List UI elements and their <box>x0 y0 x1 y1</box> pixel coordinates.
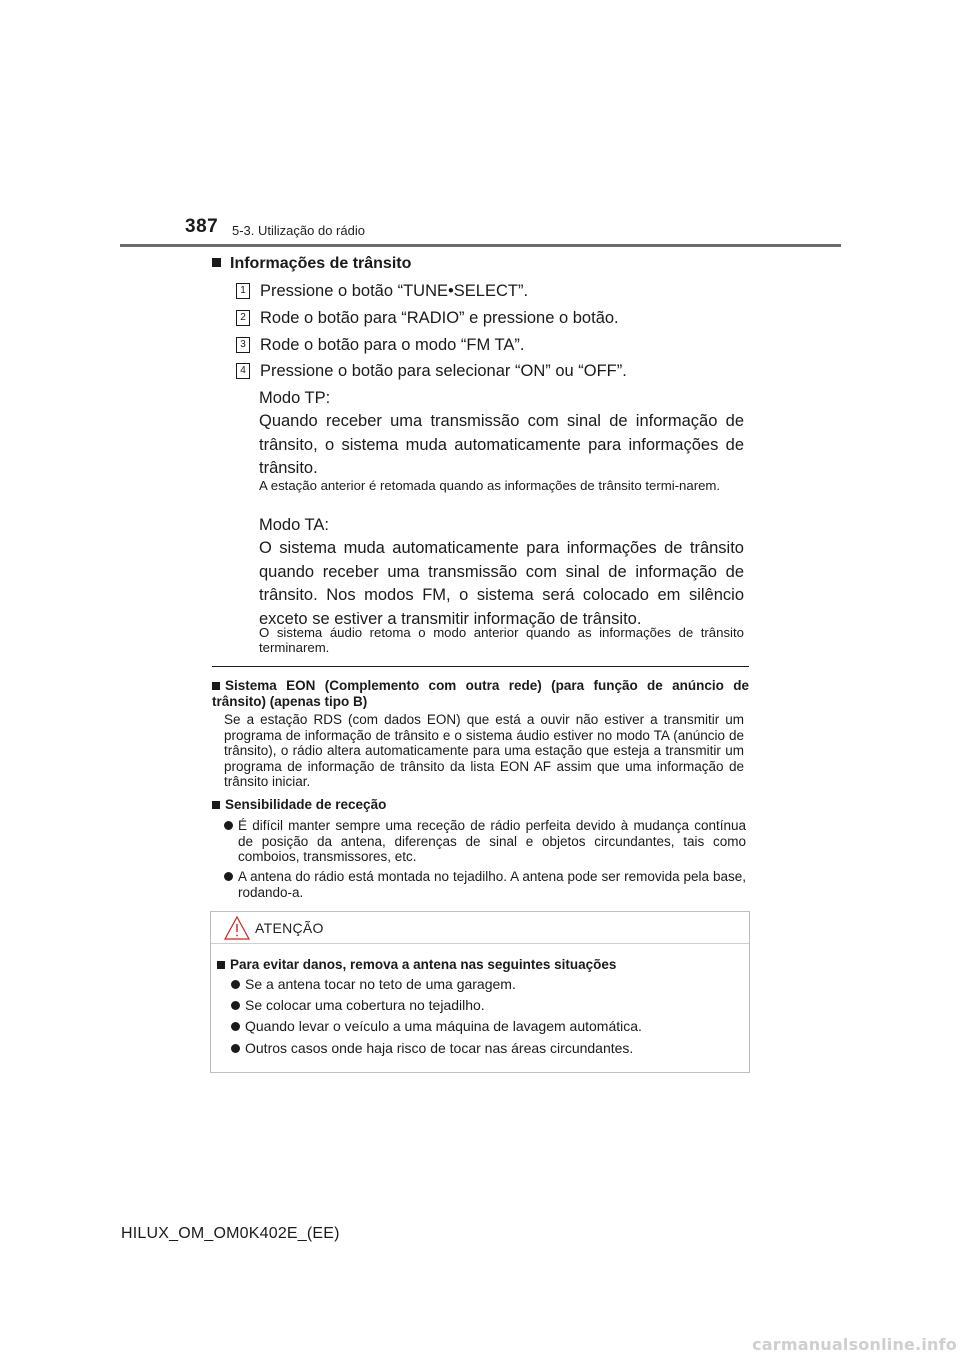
ta-mode-note: O sistema áudio retoma o modo anterior quando as informações de trânsito terminarem. <box>259 625 744 655</box>
warning-item-text: Quando levar o veículo a uma máquina de lavagem automática. <box>245 1018 642 1034</box>
round-bullet-icon <box>224 872 233 881</box>
warning-item <box>231 997 485 1013</box>
step-number: 3 <box>236 337 250 353</box>
round-bullet-icon <box>231 1001 240 1010</box>
square-bullet-icon <box>212 258 221 267</box>
sensitivity-item <box>224 869 746 900</box>
step-number: 1 <box>236 283 250 299</box>
sensitivity-item-text: É difícil manter sempre uma receção de rádio perfeita devido à mudança contínua de posição da antena, diferenças de sinal e objetos circundantes, tais como comboios, transmissores, etc. <box>238 818 746 864</box>
section-title: 5-3. Utilização do rádio <box>232 223 365 238</box>
step-number: 2 <box>236 310 250 326</box>
warning-triangle-icon <box>223 915 251 941</box>
round-bullet-icon <box>231 1044 240 1053</box>
step-text: Rode o botão para o modo “FM TA”. <box>260 336 525 354</box>
tp-mode-note: A estação anterior é retomada quando as informações de trânsito termi-narem. <box>259 478 721 493</box>
traffic-info-heading-text: Informações de trânsito <box>230 255 412 272</box>
sensitivity-item <box>224 818 746 865</box>
warning-title-bar <box>211 912 749 944</box>
warning-item-text: Se colocar uma cobertura no tejadilho. <box>245 997 485 1013</box>
tp-mode-text: Quando receber uma transmissão com sinal de informação de trânsito, o sistema muda automaticamente para informações de trânsito. <box>259 412 744 477</box>
step-text: Rode o botão para “RADIO” e pressione o botão. <box>260 309 619 327</box>
step-text: Pressione o botão “TUNE•SELECT”. <box>260 282 529 300</box>
round-bullet-icon <box>231 980 240 989</box>
warning-item <box>231 1018 642 1034</box>
ta-mode-title: Modo TA: <box>259 516 330 534</box>
sensitivity-heading-text: Sensibilidade de receção <box>225 797 387 812</box>
document-code: HILUX_OM_OM0K402E_(EE) <box>121 1225 340 1242</box>
traffic-info-heading <box>212 255 411 273</box>
sensitivity-item-text: A antena do rádio está montada no tejadilho. A antena pode ser removida pela base, rodando-a. <box>238 869 746 900</box>
warning-item <box>231 976 516 992</box>
page-number: 387 <box>185 216 219 237</box>
square-bullet-icon <box>212 801 220 809</box>
warning-box <box>210 911 750 1073</box>
round-bullet-icon <box>231 1022 240 1031</box>
watermark: carmanualsonline.info <box>752 1335 957 1354</box>
ta-mode-text: O sistema muda automaticamente para informações de trânsito quando receber uma transmissão com sinal de informação de trânsito. Nos modos FM, o sistema será colocado em silêncio exceto se estiver a transmitir informação de trânsito. <box>259 539 744 628</box>
step-number: 4 <box>236 363 250 379</box>
section-divider <box>212 666 749 667</box>
tp-mode-title: Modo TP: <box>259 389 331 407</box>
eon-heading <box>212 678 749 709</box>
eon-heading-text: Sistema EON (Complemento com outra rede) (para função de anúncio de trânsito) (apenas tipo B) <box>212 678 749 709</box>
sensitivity-heading <box>212 797 749 813</box>
eon-text: Se a estação RDS (com dados EON) que está a ouvir não estiver a transmitir um programa de informação de trânsito e o sistema áudio estiver no modo TA (anúncio de trânsito), o rádio altera automaticamente para uma estação que esteja a transmitir um programa de informação de trânsito da lista EON AF assim que uma informação de trânsito iniciar. <box>224 712 744 790</box>
header-divider <box>120 244 841 247</box>
warning-item-text: Outros casos onde haja risco de tocar nas áreas circundantes. <box>245 1040 634 1056</box>
warning-item-text: Se a antena tocar no teto de uma garagem. <box>245 976 516 992</box>
warning-heading <box>217 957 616 972</box>
square-bullet-icon <box>217 961 225 969</box>
warning-title: ATENÇÃO <box>255 920 324 936</box>
round-bullet-icon <box>224 821 233 830</box>
step-text: Pressione o botão para selecionar “ON” ou “OFF”. <box>260 362 627 380</box>
warning-item <box>231 1040 633 1056</box>
square-bullet-icon <box>212 682 220 690</box>
warning-heading-text: Para evitar danos, remova a antena nas seguintes situações <box>230 957 617 972</box>
